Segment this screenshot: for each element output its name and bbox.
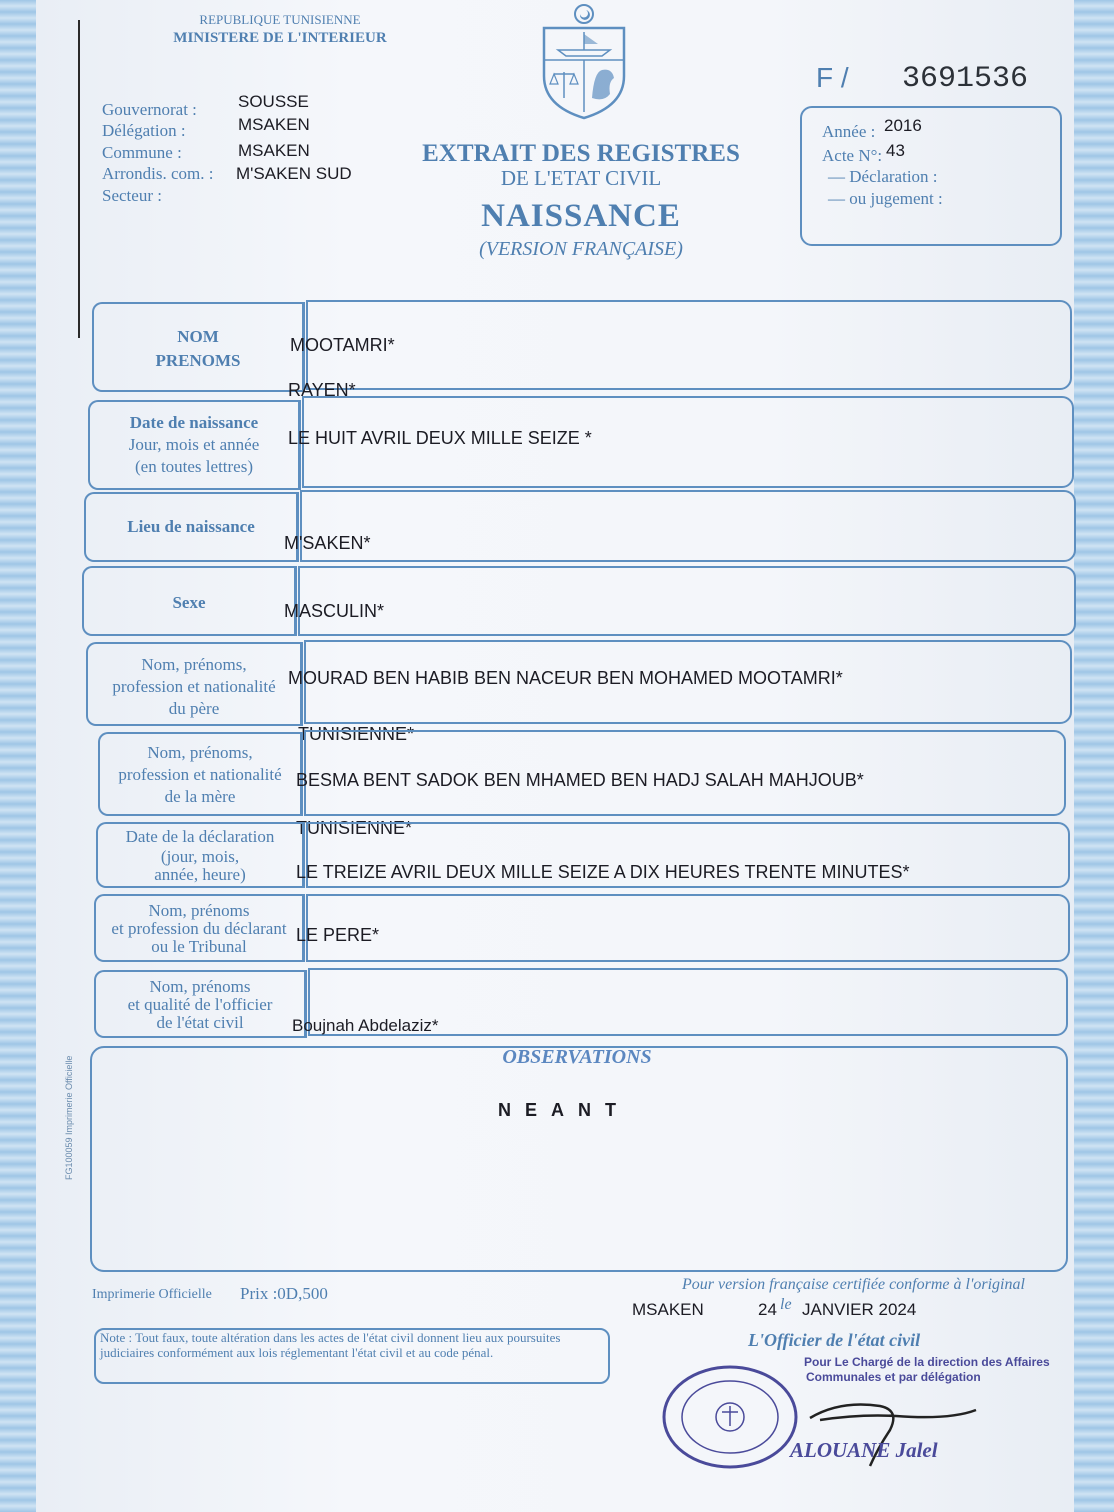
certification-text: Pour version française certifiée conforme à l'original [682, 1276, 1025, 1293]
official-stamp-icon [660, 1362, 800, 1472]
pere-label-cell [86, 642, 303, 726]
annee-label: Année : [822, 122, 876, 141]
date-naissance-value: LE HUIT AVRIL DEUX MILLE SEIZE * [288, 428, 592, 448]
signatory-name: ALOUANE Jalel [790, 1438, 938, 1462]
date-naissance-sublabel: Jour, mois et année [128, 435, 260, 454]
declarant-value-cell [306, 894, 1070, 962]
sexe-value: MASCULIN* [284, 601, 385, 621]
declarant-value: LE PERE* [296, 925, 380, 945]
declaration-value: LE TREIZE AVRIL DEUX MILLE SEIZE A DIX HEURES TRENTE MINUTES* [296, 862, 910, 882]
sexe-value-cell [298, 566, 1076, 636]
mere-label-line1: Nom, prénoms, [147, 743, 253, 762]
decorative-border-left [0, 0, 36, 1512]
mere-label-cell [98, 732, 303, 816]
document-title: EXTRAIT DES REGISTRES [422, 140, 740, 167]
lieu-label-cell [84, 492, 299, 562]
sexe-label-cell [82, 566, 297, 636]
lieu-value-cell [300, 490, 1076, 562]
gouvernorat-label: Gouvernorat : [102, 100, 197, 119]
gouvernorat-value: SOUSSE [238, 92, 309, 111]
nom-value-cell [306, 300, 1072, 390]
prenoms-value: RAYEN* [288, 380, 356, 400]
officier-value: Boujnah Abdelaziz* [292, 1016, 439, 1035]
pere-label-line3: du père [168, 699, 220, 718]
declarant-label-cell [94, 894, 305, 962]
declaration-type-label: — Déclaration : [828, 167, 938, 186]
act-type-title: NAISSANCE [481, 198, 681, 234]
observations-value: NEANT [498, 1100, 630, 1120]
date-naissance-note: (en toutes lettres) [134, 457, 253, 476]
officer-title: L'Officier de l'état civil [748, 1330, 921, 1350]
officier-label-line1: Nom, prénoms [149, 977, 251, 996]
acte-label: Acte N°: [822, 146, 883, 165]
version-label: (VERSION FRANÇAISE) [479, 238, 683, 260]
serial-prefix: F / [816, 62, 849, 93]
lieu-value: M'SAKEN* [284, 533, 371, 553]
form-code: FG100059 Imprimerie Officielle [64, 1055, 74, 1180]
declaration-label-line1: Date de la déclaration [125, 827, 275, 846]
declaration-label-line3: année, heure) [154, 865, 246, 884]
mere-label-line2: profession et nationalité [118, 765, 282, 784]
annee-value: 2016 [884, 116, 922, 135]
pere-label-line2: profession et nationalité [112, 677, 276, 696]
delegation-label: Délégation : [102, 121, 186, 140]
declarant-label-line1: Nom, prénoms [148, 901, 250, 920]
margin-line [78, 20, 80, 338]
commune-label: Commune : [102, 143, 182, 162]
observations-title: OBSERVATIONS [502, 1046, 652, 1068]
commune-value: MSAKEN [238, 141, 310, 160]
declarant-label-line2: et profession du déclarant [111, 919, 287, 938]
acte-value: 43 [886, 141, 905, 160]
arrondissement-value: M'SAKEN SUD [236, 164, 352, 183]
ministry-heading: MINISTERE DE L'INTERIEUR [173, 30, 387, 46]
secteur-label: Secteur : [102, 186, 162, 205]
jugement-type-label: — ou jugement : [828, 189, 943, 208]
pere-nationalite-value: TUNISIENNE* [298, 724, 415, 744]
serial-number: 3691536 [902, 62, 1029, 96]
imprimerie-label: Imprimerie Officielle [92, 1287, 212, 1302]
nom-label-cell [92, 302, 305, 392]
mere-nationalite-value: TUNISIENNE* [296, 818, 413, 838]
officier-label-cell [94, 970, 307, 1038]
pere-value: MOURAD BEN HABIB BEN NACEUR BEN MOHAMED MOOTAMRI* [288, 668, 843, 688]
declaration-label-cell [96, 822, 305, 888]
signatory-role-line1: Pour Le Chargé de la direction des Affaires [804, 1355, 1050, 1369]
date-naissance-label-cell [88, 400, 301, 490]
mere-label-line3: de la mère [164, 787, 236, 806]
issue-day: 24 [758, 1300, 777, 1319]
declaration-label-line2: (jour, mois, [160, 847, 240, 866]
prenoms-label: PRENOMS [155, 351, 241, 370]
declarant-label-line3: ou le Tribunal [151, 937, 247, 956]
mere-value: BESMA BENT SADOK BEN MHAMED BEN HADJ SALAH MAHJOUB* [296, 770, 864, 790]
issue-month-year: JANVIER 2024 [802, 1300, 917, 1319]
handwritten-signature-icon [800, 1370, 980, 1480]
issue-place: MSAKEN [632, 1300, 704, 1319]
nom-label: NOM [177, 327, 219, 346]
republic-heading: REPUBLIQUE TUNISIENNE [199, 12, 361, 27]
arrondissement-label: Arrondis. com. : [102, 164, 214, 183]
decorative-border-right [1074, 0, 1114, 1512]
legal-note-text: Note : Tout faux, toute altération dans les actes de l'état civil donnent lieu aux poursuites judiciaires conformément aux lois réglementant l'état civil et au code pénal. [100, 1330, 561, 1360]
delegation-value: MSAKEN [238, 115, 310, 134]
observations-box [90, 1046, 1068, 1272]
sexe-label: Sexe [172, 593, 206, 612]
signatory-role-line2: Communales et par délégation [806, 1370, 981, 1384]
document-subtitle: DE L'ETAT CIVIL [500, 166, 662, 190]
tunisia-coat-of-arms-icon [538, 2, 630, 120]
issue-le: le [780, 1296, 792, 1313]
price-label: Prix :0D,500 [240, 1284, 328, 1303]
nom-value: MOOTAMRI* [290, 335, 395, 355]
lieu-label: Lieu de naissance [127, 517, 255, 536]
pere-label-line1: Nom, prénoms, [141, 655, 247, 674]
officier-label-line3: de l'état civil [156, 1013, 244, 1032]
officier-label-line2: et qualité de l'officier [127, 995, 273, 1014]
date-naissance-label: Date de naissance [129, 413, 259, 432]
